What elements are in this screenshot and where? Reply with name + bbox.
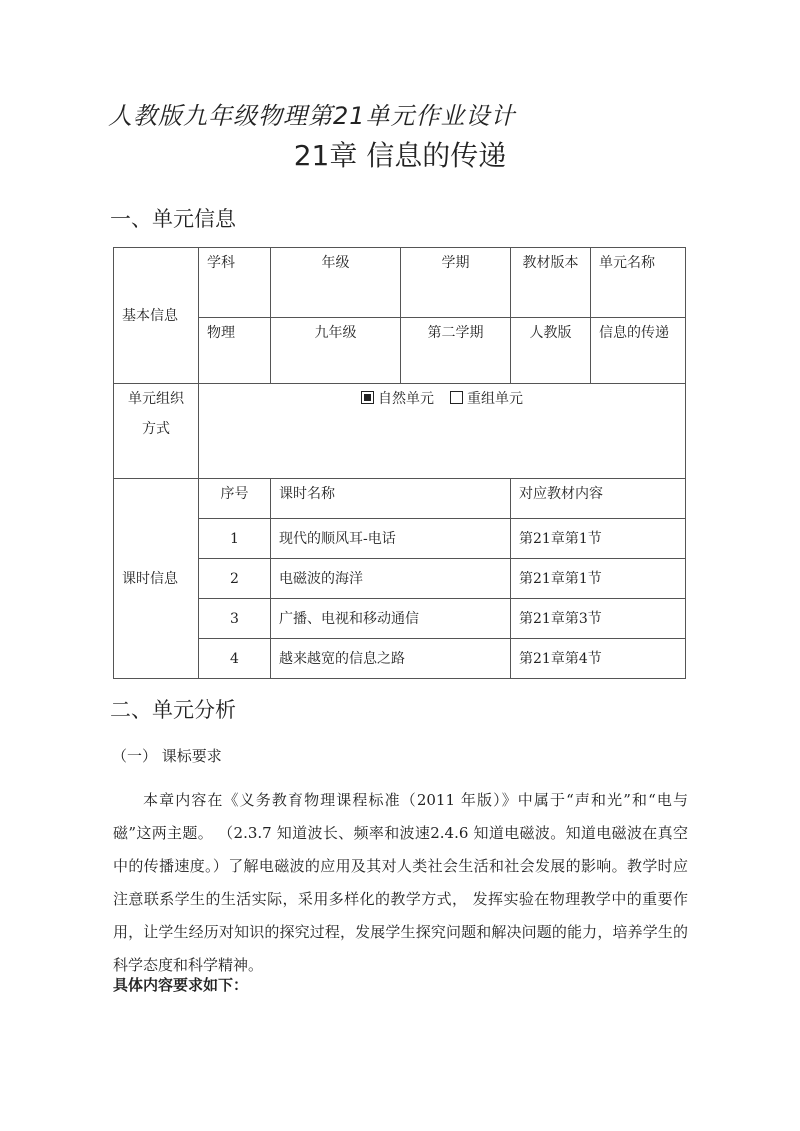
lesson-number: 4 — [199, 639, 271, 679]
organization-options — [199, 384, 686, 479]
lesson-content: 第21章第1节 — [511, 559, 686, 599]
content-requirements-label: 具体内容要求如下： — [113, 976, 249, 994]
table-row — [114, 599, 686, 639]
value-subject: 物理 — [199, 318, 271, 384]
document-title: 人教版九年级物理第21单元作业设计 — [108, 102, 516, 130]
lesson-number: 1 — [199, 519, 271, 559]
organization-label: 单元组织方式 — [114, 384, 199, 479]
table-row — [114, 559, 686, 599]
chapter-title: 21章 信息的传递 — [293, 139, 507, 172]
basic-info-label: 基本信息 — [114, 248, 199, 384]
lesson-info-label: 课时信息 — [114, 479, 199, 679]
lesson-content: 第21章第1节 — [511, 519, 686, 559]
header-grade: 年级 — [271, 248, 401, 318]
regrouped-unit-label: 重组单元 — [467, 391, 523, 407]
lesson-number: 3 — [199, 599, 271, 639]
section-heading-unit-info: 一、单元信息 — [110, 207, 236, 231]
value-textbook-edition: 人教版 — [511, 318, 591, 384]
section-heading-unit-analysis: 二、单元分析 — [110, 698, 236, 722]
unit-info-table — [113, 247, 686, 679]
value-semester: 第二学期 — [401, 318, 511, 384]
natural-unit-checkbox[interactable] — [361, 391, 374, 404]
lesson-content: 第21章第4节 — [511, 639, 686, 679]
natural-unit-label: 自然单元 — [378, 391, 434, 407]
lesson-header-content: 对应教材内容 — [511, 479, 686, 519]
lesson-header-number: 序号 — [199, 479, 271, 519]
header-semester: 学期 — [401, 248, 511, 318]
table-row — [114, 639, 686, 679]
lesson-content: 第21章第3节 — [511, 599, 686, 639]
regrouped-unit-checkbox[interactable] — [450, 391, 463, 404]
curriculum-paragraph — [113, 784, 688, 982]
header-textbook-edition: 教材版本 — [511, 248, 591, 318]
lesson-name: 电磁波的海洋 — [271, 559, 511, 599]
value-unit-name: 信息的传递 — [591, 318, 686, 384]
subsection-heading-curriculum: （一） 课标要求 — [112, 747, 222, 765]
value-grade: 九年级 — [271, 318, 401, 384]
paragraph-text: 本章内容在《义务教育物理课程标准（2011 年版）》中属于“声和光”和“电与磁”这两主题。 （2.3.7 知道波长、频率和波速2.4.6 知道电磁波。知道电磁波在真空中的传播速度。）了解电磁波的应用及其对人类社会生活和社会发展的影响。教学时应注意联系学生的生活实际，采用多样化的教学方式， 发挥实验在物理教学中的重要作用，让学生经历对知识的探究过程，发展学生探究问题和解决问题的能力，培养学生的科学态度和科学精神。 — [113, 791, 688, 974]
lesson-name: 越来越宽的信息之路 — [271, 639, 511, 679]
header-subject: 学科 — [199, 248, 271, 318]
lesson-name: 广播、电视和移动通信 — [271, 599, 511, 639]
lesson-number: 2 — [199, 559, 271, 599]
table-row — [114, 519, 686, 559]
header-unit-name: 单元名称 — [591, 248, 686, 318]
lesson-header-name: 课时名称 — [271, 479, 511, 519]
lesson-name: 现代的顺风耳-电话 — [271, 519, 511, 559]
